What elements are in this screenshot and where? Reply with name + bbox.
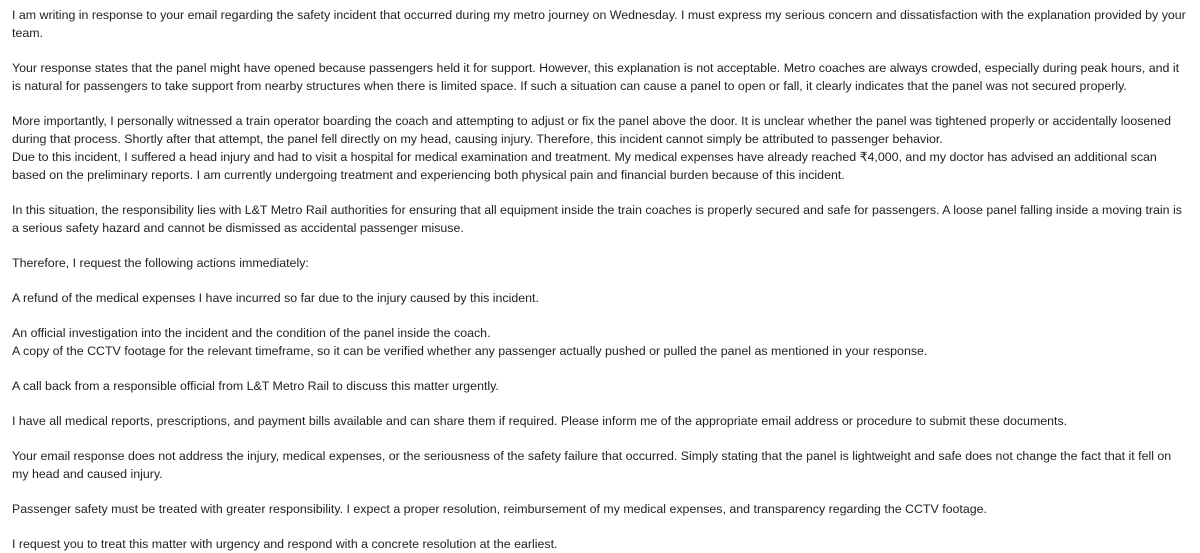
paragraph-text: A refund of the medical expenses I have incurred so far due to the injury caused by this incident. [12,291,539,305]
paragraph-intro [12,6,1188,42]
paragraph-closing [12,535,1188,553]
paragraph-text: An official investigation into the incident and the condition of the panel inside the coach. [12,326,491,340]
paragraph-text: I am writing in response to your email regarding the safety incident that occurred during my metro journey on Wednesday. I must express my serious concern and dissatisfaction with the explanation provided by your team. [12,8,1186,40]
paragraph-text: A call back from a responsible official from L&T Metro Rail to discuss this matter urgently. [12,379,499,393]
paragraph-text: Your response states that the panel might have opened because passengers held it for support. However, this explanation is not acceptable. Metro coaches are always crowded, especially during peak hours, and it is natural for passengers to take support from nearby structures when there is limited space. If such a situation can cause a panel to open or fall, it clearly indicates that the panel was not secured properly. [12,61,1180,93]
paragraph-request-intro [12,254,1188,272]
paragraph-responsibility [12,201,1188,237]
request-refund [12,289,1188,307]
paragraph-text: Therefore, I request the following actions immediately: [12,256,309,270]
paragraph-text: In this situation, the responsibility lies with L&T Metro Rail authorities for ensuring that all equipment inside the train coaches is properly secured and safe for passengers. A loose panel falling inside a moving train is a serious safety hazard and cannot be dismissed as accidental passenger misuse. [12,203,1182,235]
paragraph-expectation [12,500,1188,518]
paragraph-response-critique [12,59,1188,95]
request-callback [12,377,1188,395]
paragraph-text: A copy of the CCTV footage for the relevant timeframe, so it can be verified whether any passenger actually pushed or pulled the panel as mentioned in your response. [12,344,928,358]
paragraph-operator-and-injury [12,112,1188,184]
request-investigation-and-cctv [12,324,1188,360]
paragraph-documents [12,412,1188,430]
paragraph-text: I have all medical reports, prescriptions, and payment bills available and can share them if required. Please inform me of the appropriate email address or procedure to submit these documents. [12,414,1068,428]
paragraph-text: I request you to treat this matter with urgency and respond with a concrete resolution at the earliest. [12,537,558,551]
paragraph-text: More importantly, I personally witnessed a train operator boarding the coach and attempting to adjust or fix the panel above the door. It is unclear whether the panel was tightened properly or accidentally loosened during that process. Shortly after that attempt, the panel fell directly on my head, causing injury. Therefore, this incident cannot simply be attributed to passenger behavior. [12,114,1171,146]
paragraph-text: Your email response does not address the injury, medical expenses, or the seriousness of the safety failure that occurred. Simply stating that the panel is lightweight and safe does not change the fact that it fell on my head and caused injury. [12,449,1172,481]
paragraph-text: Passenger safety must be treated with greater responsibility. I expect a proper resolution, reimbursement of my medical expenses, and transparency regarding the CCTV footage. [12,502,987,516]
paragraph-response-gap [12,447,1188,483]
paragraph-text: Due to this incident, I suffered a head injury and had to visit a hospital for medical examination and treatment. My medical expenses have already reached ₹4,000, and my doctor has advised an additional scan based on the preliminary reports. I am currently undergoing treatment and experiencing both physical pain and financial burden because of this incident. [12,150,1157,182]
